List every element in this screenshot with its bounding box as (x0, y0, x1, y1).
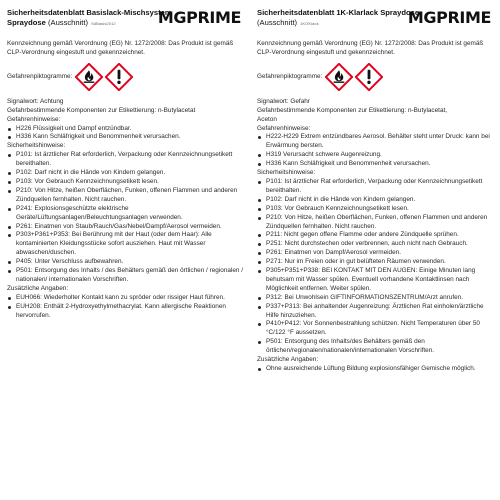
right-hazard-header: Gefahrenhinweise: (257, 124, 311, 132)
left-hazard-list (7, 125, 243, 143)
right-brand-logo: MGPRIME (407, 8, 491, 27)
list-item: P210: Von Hitze, heißen Oberflächen, Funken, offenen Flammen und anderen Zündquellen fernhalten. Nicht rauchen. (7, 187, 243, 205)
list-item: H222-H229 Extrem entzündbares Aerosol. Behälter steht unter Druck: kann bei Erwärmung bersten. (257, 133, 493, 151)
exclamation-icon (105, 63, 133, 91)
list-item: H319 Verursacht schwere Augenreizung. (257, 151, 493, 160)
flame-icon (325, 63, 353, 91)
list-item: P102: Darf nicht in die Hände von Kindern gelangen. (257, 196, 493, 205)
list-item: P241: Explosionsgeschützte elektrische Geräte/Lüftungsanlagen/Beleuchtungsanlagen verwenden. (7, 205, 243, 223)
right-doc-code: 1KOKlack (300, 20, 319, 26)
right-extra-header: Zusätzliche Angaben: (257, 356, 319, 364)
left-signal-block (7, 98, 243, 321)
left-safety-header: Sicherheitshinweise: (7, 142, 66, 150)
flame-icon (75, 63, 103, 91)
list-item: P211: Nicht gegen offene Flamme oder andere Zündquelle sprühen. (257, 231, 493, 240)
right-document (257, 0, 493, 500)
left-doc-code: SdBasis2012 (91, 20, 116, 26)
list-item: EUH066: Wiederholter Kontakt kann zu spröder oder rissiger Haut führen. (7, 294, 243, 303)
left-intro: Kennzeichnung gemäß Verordnung (EG) Nr. 1272/2008: Das Produkt ist gemäß CLP-Verordnung eingestuft und gekennzeichnet. (7, 40, 234, 56)
exclamation-icon (355, 63, 383, 91)
list-item: P305+P351+P338: BEI KONTAKT MIT DEN AUGEN: Einige Minuten lang behutsam mit Wasser spülen. Eventuell vorhandene Kontaktlinsen nach Möglichkeit entfernen. Weiter spülen. (257, 267, 493, 294)
list-item: P103: Vor Gebrauch Kennzeichnungsetikett lesen. (7, 178, 243, 187)
left-document (7, 0, 243, 500)
list-item: P337+P313: Bei anhaltender Augenreizung: Ärztlichen Rat einholen/ärztliche Hilfe hinzuziehen. (257, 303, 493, 321)
right-hazard-components-cont: Aceton (257, 115, 277, 123)
right-title-line1: Sicherheitsdatenblatt 1K-Klarlack Spraydose (257, 8, 420, 17)
list-item: P101: Ist ärztlicher Rat erforderlich, Verpackung oder Kennzeichnungsetikett bereithalten. (257, 178, 493, 196)
list-item: H336 Kann Schläfrigkeit und Benommenheit verursachen. (7, 133, 243, 142)
right-extra-list (257, 365, 493, 374)
left-brand-logo: MGPRIME (157, 8, 241, 27)
list-item: EUH208: Enthält 2-Hydroxyethylmethacrylat. Kann allergische Reaktionen hervorrufen. (7, 303, 243, 321)
right-hazard-components: Gefahrbestimmende Komponenten zur Etikettierung: n-Butylacetat, (257, 106, 448, 114)
left-pictogram-label: Gefahrenpiktogramme: (7, 73, 73, 81)
list-item: P103: Vor Gebrauch Kennzeichnungsetikett lesen. (257, 205, 493, 214)
right-safety-header: Sicherheitshinweise: (257, 169, 316, 177)
right-title-paren: (Ausschnitt) (257, 17, 298, 27)
list-item: H336 Kann Schläfrigkeit und Benommenheit verursachen. (257, 160, 493, 169)
left-precaution-list (7, 151, 243, 285)
list-item: P101: Ist ärztlicher Rat erforderlich, Verpackung oder Kennzeichnungsetikett bereithalten. (7, 151, 243, 169)
list-item: P501: Entsorgung des Inhalts/des Behälters gemäß den örtlichen/regionalen/nationalen/internationalen Vorschriften. (257, 338, 493, 356)
right-precaution-list (257, 178, 493, 356)
list-item: P102: Darf nicht in die Hände von Kindern gelangen. (7, 169, 243, 178)
list-item: P410+P412: Vor Sonnenbestrahlung schützen. Nicht Temperaturen über 50 °C/122 °F aussetzen. (257, 320, 493, 338)
left-title-line2: Spraydose (7, 17, 46, 27)
left-pictogram-row (7, 62, 243, 92)
right-signal-word: Signalwort: Gefahr (257, 97, 310, 105)
right-header (257, 8, 493, 38)
left-extra-header: Zusätzliche Angaben: (7, 284, 69, 292)
left-hazard-header: Gefahrenhinweise: (7, 115, 61, 123)
list-item: P501: Entsorgung des Inhalts / des Behälters gemäß den örtlichen / regionalen / nationalen/ internationalen Vorschriften. (7, 267, 243, 285)
right-pictogram-label: Gefahrenpiktogramme: (257, 73, 323, 81)
right-signal-block (257, 98, 493, 374)
left-hazard-components: Gefahrbestimmende Komponenten zur Etikettierung: n-Butylacetat (7, 106, 196, 114)
list-item: H226 Flüssigkeit und Dampf entzündbar. (7, 125, 243, 134)
list-item: P312: Bei Unwohlsein GIFTINFORMATIONSZENTRUM/Arzt anrufen. (257, 294, 493, 303)
left-signal-word: Signalwort: Achtung (7, 97, 64, 105)
left-extra-list (7, 294, 243, 321)
left-header (7, 8, 243, 38)
list-item: P271: Nur im Freien oder in gut belüfteten Räumen verwenden. (257, 258, 493, 267)
left-title-paren: (Ausschnitt) (47, 17, 89, 27)
list-item: P261: Einatmen von Staub/Rauch/Gas/Nebel/Dampf/Aerosol vermeiden. (7, 223, 243, 232)
list-item: P251: Nicht durchstechen oder verbrennen, auch nicht nach Gebrauch. (257, 240, 493, 249)
list-item: Ohne ausreichende Lüftung Bildung explosionsfähiger Gemische möglich. (257, 365, 493, 374)
list-item: P210: Von Hitze, heißen Oberflächen, Funken, offenen Flammen und anderen Zündquellen fernhalten. Nicht rauchen. (257, 214, 493, 232)
list-item: P261: Einatmen von Dampf/Aerosol vermeiden. (257, 249, 493, 258)
list-item: P405: Unter Verschluss aufbewahren. (7, 258, 243, 267)
right-hazard-list (257, 133, 493, 169)
list-item: P303+P361+P353: Bei Berührung mit der Haut (oder dem Haar): Alle kontaminierten Kleidungsstücke sofort ausziehen. Haut mit Wasser abwaschen/duschen. (7, 231, 243, 258)
left-title-line1: Sicherheitsdatenblatt Basislack-Mischsystem (7, 8, 172, 17)
right-intro: Kennzeichnung gemäß Verordnung (EG) Nr. 1272/2008: Das Produkt ist gemäß CLP-Verordnung eingestuft und gekennzeichnet. (257, 40, 484, 56)
right-pictogram-row (257, 62, 493, 92)
